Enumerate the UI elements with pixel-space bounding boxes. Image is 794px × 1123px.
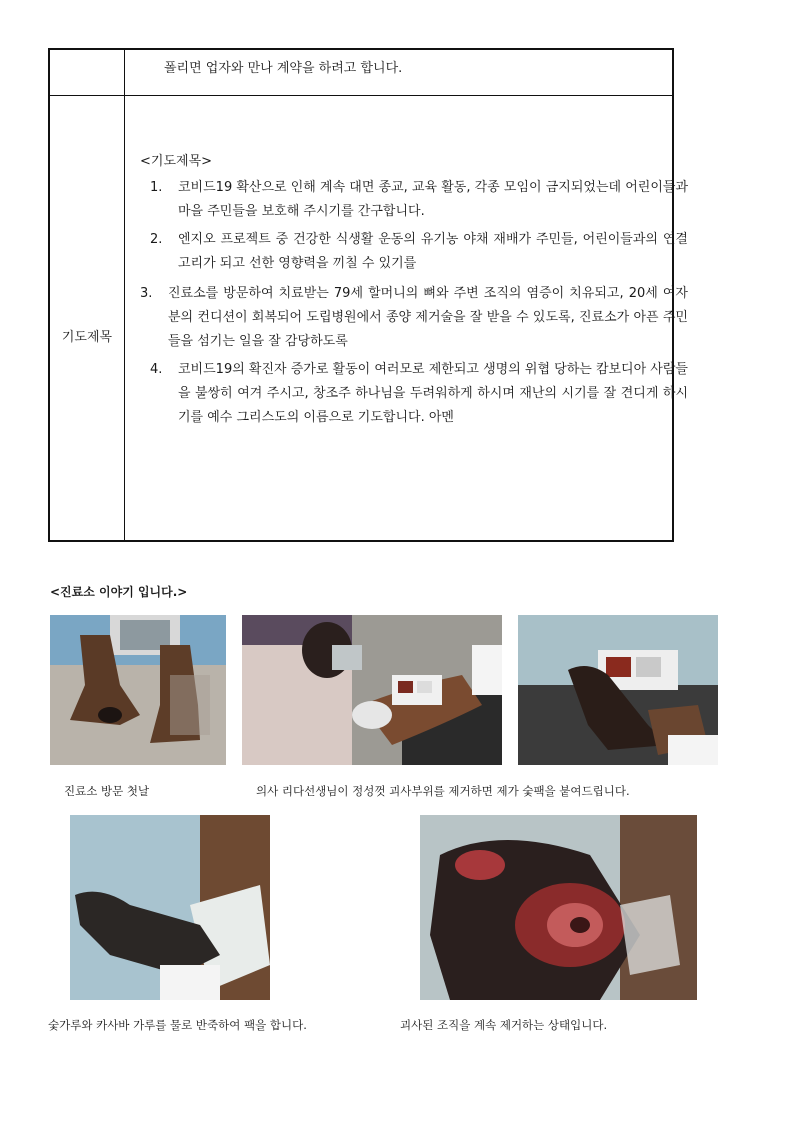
photo-wound-closeup	[420, 815, 697, 1000]
item-text: 엔지오 프로젝트 중 건강한 식생활 운동의 유기농 야채 재배가 주민들, 어린이들과의 연결고리가 되고 선한 영향력을 끼칠 수 있기를	[178, 232, 688, 271]
table-divider-horizontal	[50, 95, 672, 96]
caption-photo-5: 괴사된 조직을 계속 제거하는 상태입니다.	[400, 1018, 608, 1032]
section-title: <진료소 이야기 입니다.>	[50, 585, 188, 599]
item-number: 4.	[150, 362, 163, 377]
prayer-table	[48, 48, 688, 542]
table-divider-vertical	[124, 50, 125, 540]
prayer-item	[150, 228, 688, 276]
prayer-heading: <기도제목>	[140, 154, 213, 169]
item-text: 진료소를 방문하여 치료받는 79세 할머니의 뼈와 주변 조직의 염증이 치유되고, 20세 여자분의 컨디션이 회복되어 도립병원에서 종양 제거술을 잘 받을 수 있도록, 진료소가 아픈 주민들을 섬기는 일을 잘 감당하도록	[168, 286, 688, 349]
photo-feet-first-day	[50, 615, 226, 765]
item-text: 코비드19의 확진자 증가로 활동이 여러모로 제한되고 생명의 위협 당하는 캄보디아 사람들을 불쌍히 여겨 주시고, 창조주 하나님을 두려워하게 하시며 재난의 시기를 잘 견디게 하시기를 예수 그리스도의 이름으로 기도합니다. 아멘	[178, 362, 688, 425]
prayer-item	[150, 358, 688, 430]
photo-foot-after-treatment	[518, 615, 718, 765]
photo-charcoal-pack	[70, 815, 270, 1000]
item-text: 코비드19 확산으로 인해 계속 대면 종교, 교육 활동, 각종 모임이 금지되었는데 어린이들과 마을 주민들을 보호해 주시기를 간구합니다.	[178, 180, 688, 219]
item-number: 2.	[150, 232, 163, 247]
prayer-item	[150, 176, 688, 224]
item-number: 1.	[150, 180, 163, 195]
photo-doctor-treatment	[242, 615, 502, 765]
row-label: 기도제목	[61, 330, 113, 345]
caption-photo-2: 의사 리다선생님이 정성껏 괴사부위를 제거하면 제가 숯팩을 붙여드립니다.	[256, 784, 630, 798]
caption-photo-1: 진료소 방문 첫날	[64, 784, 150, 798]
prayer-list	[140, 150, 688, 434]
caption-photo-4: 숯가루와 카사바 가루를 물로 반죽하여 팩을 합니다.	[48, 1018, 307, 1032]
top-row-text: 폴리면 업자와 만나 계약을 하려고 합니다.	[164, 61, 403, 76]
prayer-item	[140, 282, 688, 354]
item-number: 3.	[140, 286, 153, 301]
